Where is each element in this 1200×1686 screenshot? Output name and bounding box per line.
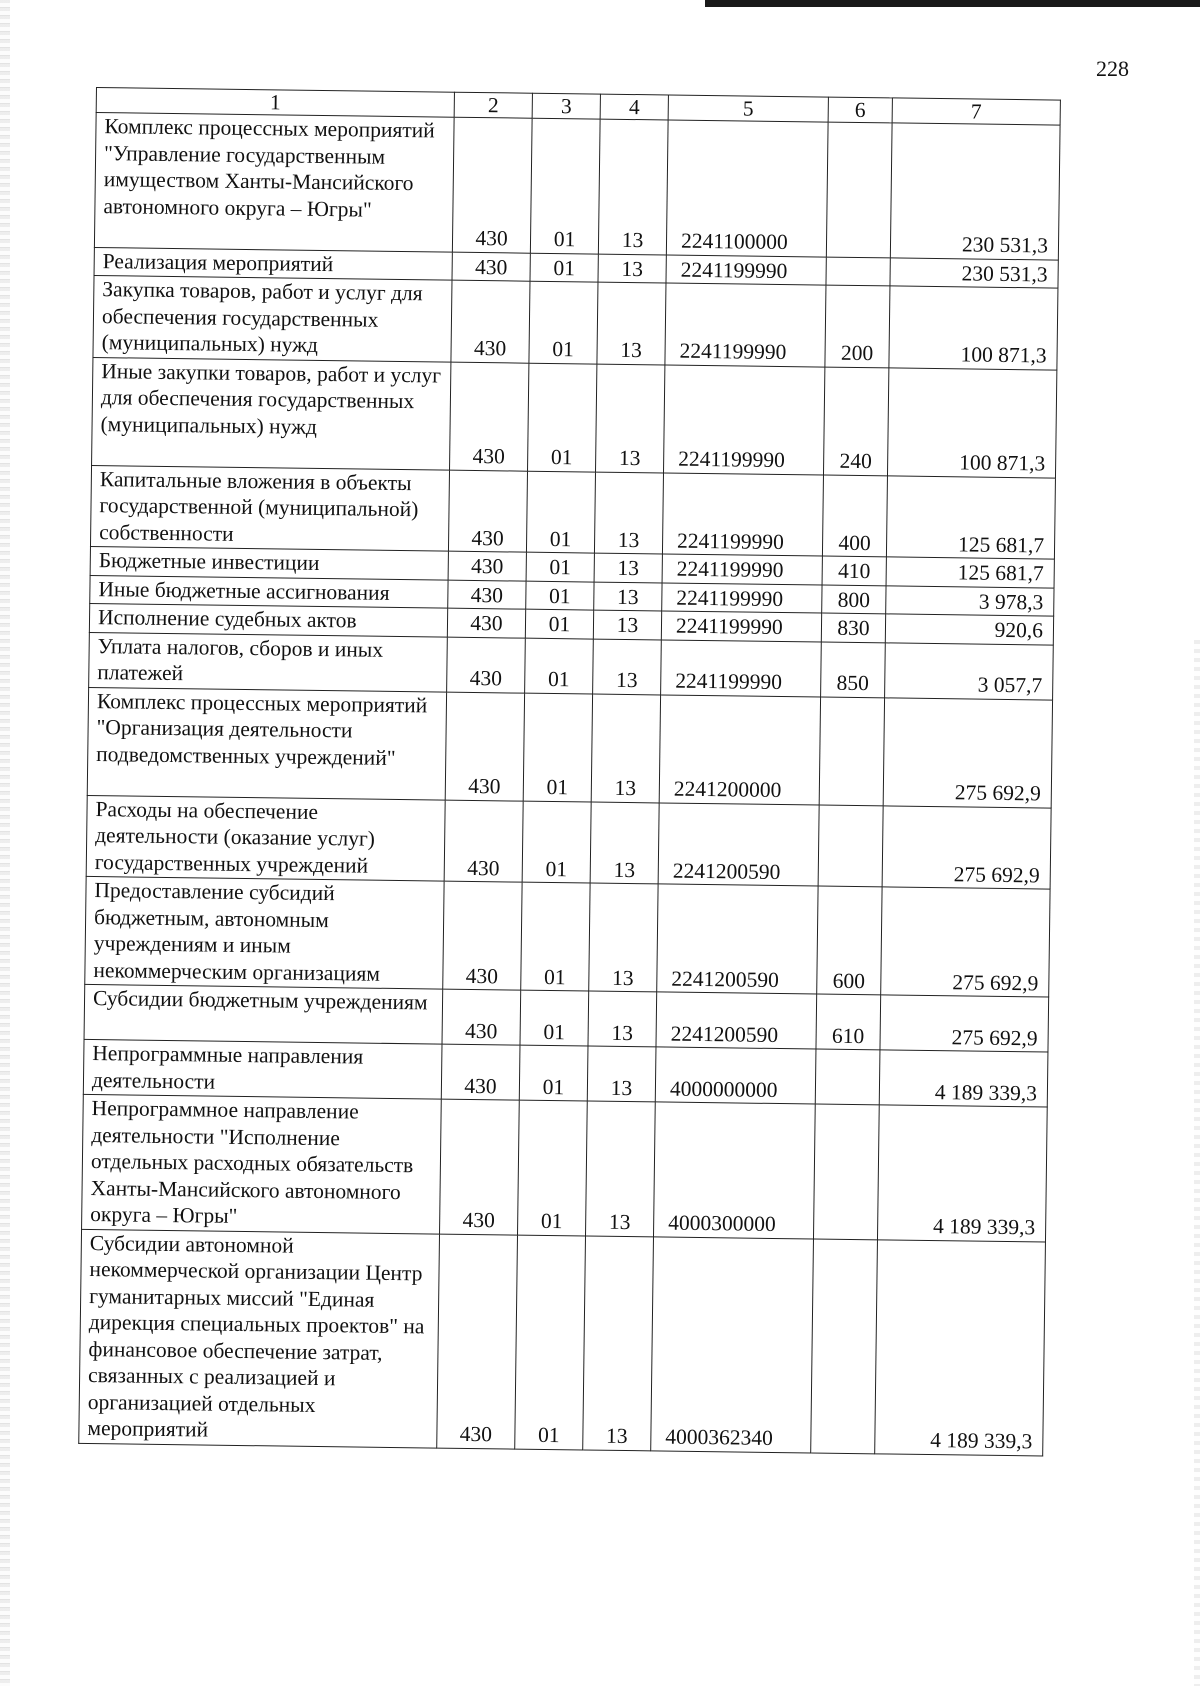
row-pr: 13: [598, 254, 666, 283]
row-name: Закупка товаров, работ и услуг для обеспечения государственных (муниципальных) нужд: [93, 275, 452, 361]
row-sum: 4 189 339,3: [879, 1050, 1048, 1107]
row-sum: 4 189 339,3: [877, 1105, 1047, 1242]
row-pr: 13: [583, 1236, 654, 1451]
row-grbs: 430: [452, 252, 530, 282]
row-vr: [818, 805, 883, 887]
row-csr: 2241199990: [664, 364, 825, 474]
row-name: Капитальные вложения в объекты государственной (муниципальной) собственности: [90, 465, 449, 551]
row-rz: 01: [530, 253, 598, 282]
row-vr: 830: [821, 613, 885, 642]
row-pr: 13: [586, 1101, 656, 1236]
row-csr: 2241199990: [661, 639, 822, 696]
row-sum: 275 692,9: [880, 995, 1049, 1052]
row-pr: 13: [589, 883, 658, 992]
row-name: Реализация мероприятий: [94, 247, 452, 280]
row-csr: 2241199990: [662, 472, 823, 556]
row-pr: 13: [596, 364, 665, 473]
row-grbs: 430: [451, 280, 530, 363]
row-name: Комплекс процессных мероприятий "Организация деятельности подведомственных учреждений": [87, 687, 446, 800]
row-sum: 275 692,9: [883, 697, 1052, 807]
row-vr: 800: [822, 585, 886, 614]
row-name: Расходы на обеспечение деятельности (оказание услуг) государственных учреждений: [86, 795, 445, 881]
row-vr: 400: [822, 475, 887, 557]
row-rz: 01: [526, 552, 594, 581]
row-sum: 125 681,7: [886, 475, 1055, 559]
row-pr: 13: [594, 582, 662, 611]
row-sum: 920,6: [885, 614, 1053, 645]
row-sum: 3 057,7: [885, 642, 1054, 699]
table-row: [82, 1094, 1048, 1241]
row-grbs: 430: [442, 989, 521, 1045]
row-sum: 3 978,3: [886, 585, 1054, 616]
row-csr: 2241199990: [665, 283, 826, 367]
row-rz: 01: [529, 281, 598, 363]
row-sum: 4 189 339,3: [875, 1239, 1046, 1455]
row-vr: 850: [821, 642, 886, 698]
scan-edge-right: [1194, 640, 1200, 1686]
table-row: [87, 687, 1052, 808]
row-rz: 01: [518, 1100, 588, 1235]
row-rz: 01: [520, 990, 589, 1046]
row-rz: 01: [521, 882, 590, 991]
row-rz: 01: [522, 801, 591, 883]
row-rz: 01: [526, 581, 594, 610]
row-pr: 13: [587, 1046, 656, 1102]
row-grbs: 430: [448, 580, 526, 610]
row-name: Исполнение судебных актов: [89, 603, 447, 636]
row-name: Иные закупки товаров, работ и услуг для обеспечения государственных (муниципальных) нужд: [92, 357, 451, 470]
row-name: Непрограммные направления деятельности: [83, 1039, 442, 1099]
table-row: [79, 1229, 1046, 1456]
row-vr: 200: [825, 285, 890, 367]
row-vr: [815, 1049, 880, 1105]
document-sheet: [78, 87, 1061, 1456]
row-name: Иные бюджетные ассигнования: [90, 575, 448, 608]
row-csr: 2241200590: [658, 802, 819, 886]
table-row: [86, 795, 1051, 889]
row-grbs: 430: [448, 551, 526, 581]
row-rz: 01: [526, 471, 595, 553]
row-rz: 01: [523, 693, 592, 802]
table-row: [93, 275, 1058, 369]
row-grbs: 430: [450, 362, 529, 471]
table-row: [92, 357, 1057, 478]
row-csr: 4000362340: [651, 1236, 814, 1452]
row-rz: 01: [530, 118, 600, 253]
row-pr: 13: [591, 694, 660, 803]
row-name: Субсидии бюджетным учреждениям: [84, 984, 443, 1044]
row-csr: 2241200590: [656, 992, 817, 1049]
row-pr: 13: [597, 282, 666, 364]
row-csr: 2241199990: [662, 554, 822, 585]
page-number: 228: [1096, 56, 1129, 81]
row-pr: 13: [598, 119, 668, 254]
row-grbs: 430: [447, 637, 526, 693]
row-grbs: 430: [437, 1234, 518, 1449]
row-grbs: 430: [444, 800, 523, 883]
row-vr: [819, 697, 884, 806]
row-name: Предоставление субсидий бюджетным, автономным учреждениям и иным некоммерческим организациям: [85, 876, 444, 989]
row-grbs: 430: [441, 1044, 520, 1100]
row-sum: 230 531,3: [890, 123, 1060, 260]
row-grbs: 430: [452, 117, 532, 253]
row-sum: 125 681,7: [886, 557, 1054, 588]
row-pr: 13: [588, 991, 657, 1047]
row-grbs: 430: [448, 470, 527, 553]
col-header-4: 4: [600, 94, 668, 120]
row-csr: 2241199990: [666, 254, 826, 285]
row-vr: [813, 1104, 879, 1239]
col-header-7: 7: [892, 98, 1060, 125]
row-grbs: 430: [440, 1099, 520, 1235]
row-name: Комплекс процессных мероприятий "Управление государственным имуществом Ханты-Мансийского автономного округа – Югры": [94, 113, 454, 252]
row-vr: [826, 122, 892, 257]
scan-edge-left: [0, 0, 10, 1686]
row-csr: 2241200590: [657, 884, 818, 994]
row-vr: 240: [823, 367, 888, 476]
col-header-5: 5: [668, 95, 828, 122]
row-name: Субсидии автономной некоммерческой организации Центр гуманитарных миссий "Единая дирекция специальных проектов" на финансовое обеспечение затрат, связанных с реализацией и организацией отдельных мероприятий: [79, 1229, 440, 1448]
row-pr: 13: [594, 553, 662, 582]
row-name: Уплата налогов, сборов и иных платежей: [89, 632, 448, 692]
row-csr: 2241100000: [666, 120, 828, 257]
row-rz: 01: [519, 1045, 588, 1101]
row-csr: 4000000000: [655, 1047, 816, 1104]
row-grbs: 430: [443, 881, 522, 990]
row-rz: 01: [528, 363, 597, 472]
row-name: Бюджетные инвестиции: [90, 546, 448, 579]
row-sum: 100 871,3: [889, 286, 1058, 370]
row-pr: 13: [590, 802, 659, 884]
row-pr: 13: [594, 472, 663, 554]
row-csr: 2241200000: [659, 694, 820, 804]
col-header-6: 6: [828, 97, 892, 123]
row-sum: 230 531,3: [890, 257, 1058, 288]
table-row: [94, 113, 1060, 260]
col-header-1: 1: [96, 88, 454, 118]
row-grbs: 430: [447, 608, 525, 638]
row-csr: 2241199990: [662, 582, 822, 613]
row-vr: 600: [817, 886, 882, 995]
row-name: Непрограммное направление деятельности "Исполнение отдельных расходных обязательств Ханты-Мансийского автономного округа – Югры": [82, 1094, 442, 1233]
row-csr: 4000300000: [654, 1102, 816, 1239]
table-row: [85, 876, 1050, 997]
row-sum: 275 692,9: [882, 805, 1051, 889]
row-vr: [811, 1238, 878, 1453]
row-rz: 01: [525, 638, 594, 694]
col-header-3: 3: [532, 93, 600, 119]
row-grbs: 430: [445, 692, 524, 801]
row-rz: 01: [515, 1235, 586, 1450]
col-header-2: 2: [454, 92, 532, 118]
row-sum: 275 692,9: [881, 887, 1050, 997]
budget-table: [78, 87, 1061, 1456]
row-rz: 01: [525, 609, 593, 638]
row-vr: 610: [816, 994, 881, 1050]
row-sum: 100 871,3: [887, 367, 1056, 477]
row-vr: [826, 257, 890, 286]
scan-top-bar: [705, 0, 1200, 7]
table-row: [90, 465, 1055, 559]
row-csr: 2241199990: [661, 611, 821, 642]
row-pr: 13: [593, 639, 662, 695]
row-vr: 410: [822, 556, 886, 585]
row-pr: 13: [593, 610, 661, 639]
